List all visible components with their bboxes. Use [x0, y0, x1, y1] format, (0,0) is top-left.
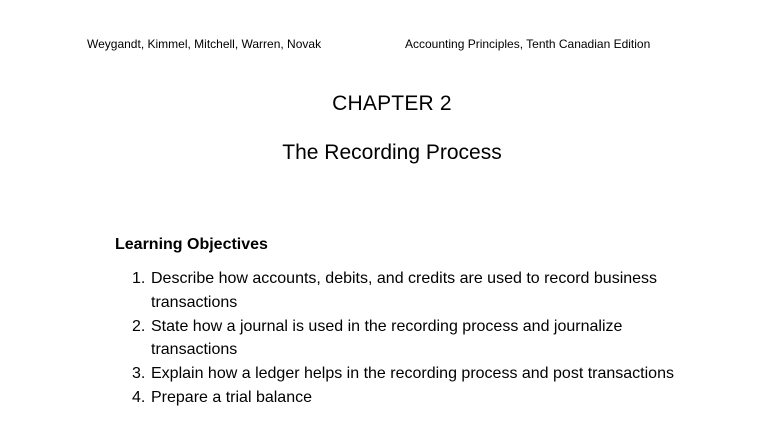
objective-text: Prepare a trial balance — [151, 388, 312, 406]
objective-number: 3. — [132, 365, 146, 383]
objectives-heading: Learning Objectives — [115, 236, 268, 253]
objective-number: 4. — [132, 388, 146, 406]
objective-text: Explain how a ledger helps in the recording process and post transactions — [151, 365, 674, 383]
objective-item — [115, 267, 675, 315]
objective-text: Describe how accounts, debits, and credits are used to record business transactions — [151, 270, 658, 311]
chapter-title: The Recording Process — [282, 141, 502, 164]
objective-text: State how a journal is used in the recording process and journalize transactions — [151, 317, 623, 359]
objective-item — [115, 315, 675, 363]
objective-item — [115, 386, 675, 410]
objectives-list — [115, 267, 675, 410]
objective-item — [115, 362, 675, 386]
objective-number: 2. — [132, 317, 146, 335]
objective-number: 1. — [132, 270, 146, 287]
header-authors: Weygandt, Kimmel, Mitchell, Warren, Novak — [87, 37, 322, 51]
chapter-number: CHAPTER 2 — [332, 92, 452, 115]
header-book-title: Accounting Principles, Tenth Canadian Edition — [405, 37, 651, 51]
